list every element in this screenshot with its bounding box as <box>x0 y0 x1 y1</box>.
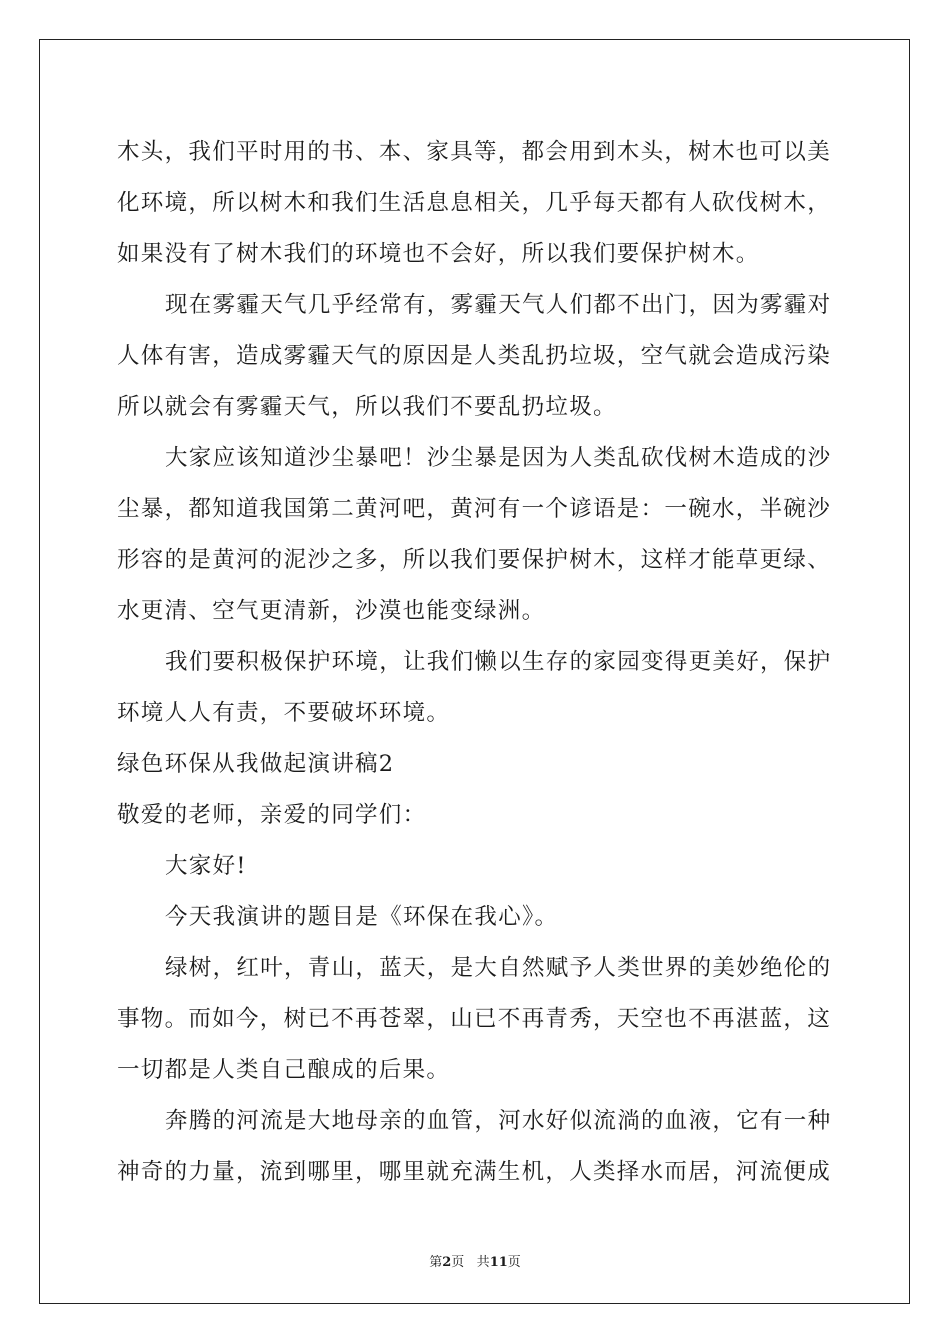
footer-total-prefix: 共 <box>476 1255 490 1270</box>
text-line: 神奇的力量，流到哪里，哪里就充满生机，人类择水而居，河流便成 <box>117 1159 832 1185</box>
footer-page-suffix: 页 <box>451 1255 465 1270</box>
text-line: 我们要积极保护环境，让我们懒以生存的家园变得更美好，保护 <box>165 649 832 675</box>
text-line: 绿色环保从我做起演讲稿2 <box>117 751 395 777</box>
text-line: 今天我演讲的题目是《环保在我心》。 <box>165 904 559 930</box>
text-line: 如果没有了树木我们的环境也不会好，所以我们要保护树木。 <box>117 241 760 267</box>
text-line: 木头，我们平时用的书、本、家具等，都会用到木头，树木也可以美 <box>117 139 832 165</box>
text-line: 事物。而如今，树已不再苍翠，山已不再青秀，天空也不再湛蓝，这 <box>117 1006 832 1032</box>
text-line: 尘暴，都知道我国第二黄河吧，黄河有一个谚语是：一碗水，半碗沙 <box>117 496 832 522</box>
text-line: 一切都是人类自己酿成的后果。 <box>117 1057 451 1083</box>
document-body <box>117 127 833 1198</box>
text-line: 人体有害，造成雾霾天气的原因是人类乱扔垃圾，空气就会造成污染 <box>117 343 832 369</box>
text-line: 水更清、空气更清新，沙漠也能变绿洲。 <box>117 598 546 624</box>
text-line: 奔腾的河流是大地母亲的血管，河水好似流淌的血液，它有一种 <box>165 1108 832 1134</box>
text-line: 敬爱的老师，亲爱的同学们： <box>117 802 427 828</box>
text-line: 所以就会有雾霾天气，所以我们不要乱扔垃圾。 <box>117 394 617 420</box>
text-line: 环境人人有责，不要破坏环境。 <box>117 700 451 726</box>
text-line: 大家好! <box>165 853 247 879</box>
text-line: 形容的是黄河的泥沙之多，所以我们要保护树木，这样才能草更绿、 <box>117 547 832 573</box>
page-footer <box>0 1251 950 1270</box>
text-line: 化环境，所以树木和我们生活息息相关，几乎每天都有人砍伐树木， <box>117 190 832 216</box>
text-line: 现在雾霾天气几乎经常有，雾霾天气人们都不出门，因为雾霾对 <box>165 292 832 318</box>
footer-page-prefix: 第 <box>429 1255 443 1270</box>
footer-total-suffix: 页 <box>507 1255 521 1270</box>
footer-page-number: 2 <box>442 1255 452 1270</box>
text-line: 绿树，红叶，青山，蓝天，是大自然赋予人类世界的美妙绝伦的 <box>165 955 832 981</box>
footer-total-pages: 11 <box>489 1255 508 1270</box>
text-line: 大家应该知道沙尘暴吧！沙尘暴是因为人类乱砍伐树木造成的沙 <box>165 445 832 471</box>
